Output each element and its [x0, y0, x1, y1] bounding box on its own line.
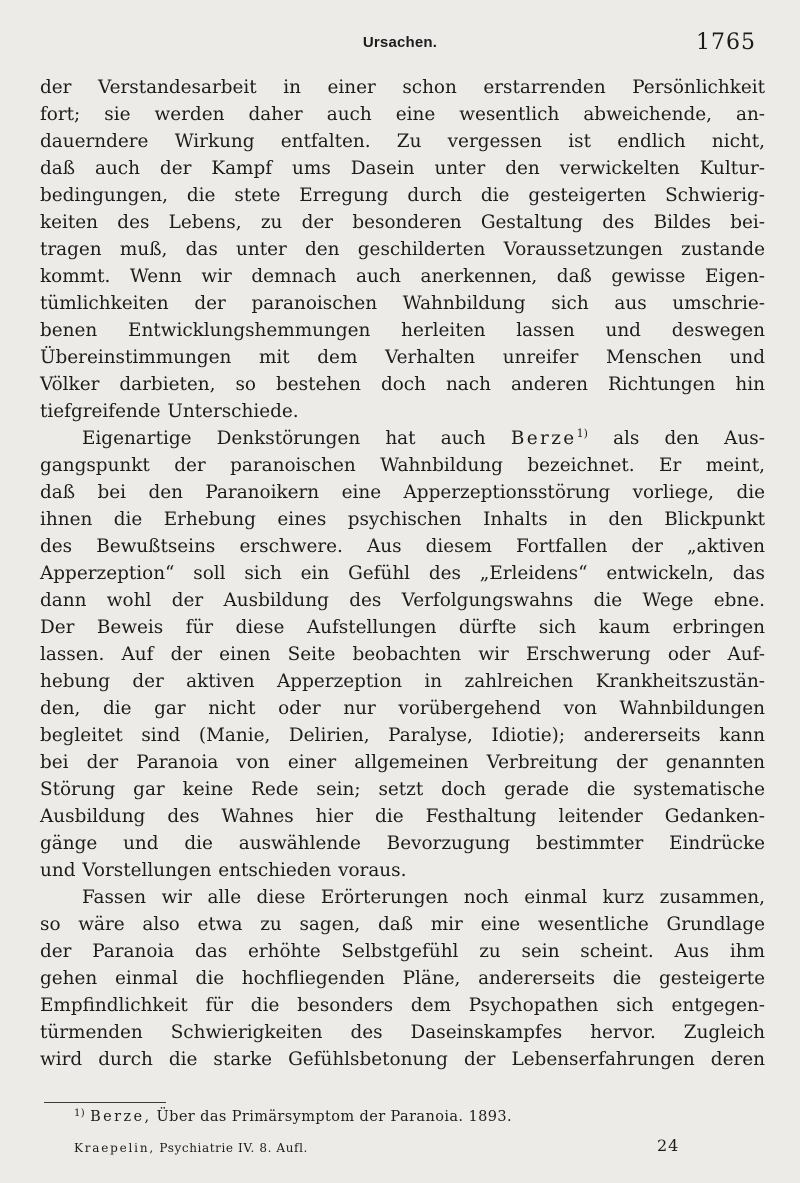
text-fragment: als den Aus- — [613, 428, 765, 449]
text-line: Ausbildung des Wahnes hier die Festhaltung leitender Gedanken- — [40, 806, 765, 827]
text-line: keiten des Lebens, zu der besonderen Gestaltung des Bildes bei- — [40, 212, 765, 233]
imprint-line — [74, 1141, 308, 1155]
text-line: fort; sie werden daher auch eine wesentlich abweichende, an- — [40, 104, 765, 125]
footnote-reference: 1) — [576, 427, 588, 440]
text-line: lassen. Auf der einen Seite beobachten wir Erschwerung oder Auf- — [40, 644, 765, 665]
footnote — [74, 1108, 512, 1125]
text-line: Völker darbieten, so bestehen doch nach anderen Richtungen hin — [40, 374, 765, 395]
imprint-text: Psychiatrie IV. 8. Aufl. — [159, 1141, 308, 1155]
text-line: Apperzeption“ soll sich ein Gefühl des „Erleidens“ entwickeln, das — [40, 563, 765, 584]
text-line: gehen einmal die hochfliegenden Pläne, andererseits die gesteigerte — [40, 968, 765, 989]
text-line: hebung der aktiven Apperzeption in zahlreichen Krankheitszustän- — [40, 671, 765, 692]
body-text — [40, 74, 765, 1073]
paragraph-first-line — [40, 425, 765, 452]
text-line: Der Beweis für diese Aufstellungen dürfte sich kaum erbringen — [40, 617, 765, 638]
imprint-author: Kraepelin, — [74, 1141, 155, 1155]
text-line: benen Entwicklungshemmungen herleiten lassen und deswegen — [40, 320, 765, 341]
footnote-author: Berze, — [90, 1109, 152, 1125]
text-line: dauerndere Wirkung entfalten. Zu vergessen ist endlich nicht, — [40, 131, 765, 152]
text-line: kommt. Wenn wir demnach auch anerkennen, daß gewisse Eigen- — [40, 266, 765, 287]
text-line: der Verstandesarbeit in einer schon erstarrenden Persönlichkeit — [40, 77, 765, 98]
text-line: daß auch der Kampf ums Dasein unter den verwickelten Kultur- — [40, 158, 765, 179]
cited-author: Berze — [510, 428, 577, 449]
footnote-text: Über das Primärsymptom der Paranoia. 1893. — [156, 1109, 512, 1125]
text-line: bedingungen, die stete Erregung durch die gesteigerten Schwierig- — [40, 185, 765, 206]
footnote-mark: 1) — [74, 1108, 86, 1119]
text-line: der Paranoia das erhöhte Selbstgefühl zu sein scheint. Aus ihm — [40, 941, 765, 962]
running-head: Ursachen. — [362, 34, 438, 51]
text-line: tiefgreifende Unterschiede. — [40, 401, 299, 422]
text-line: gangspunkt der paranoischen Wahnbildung bezeichnet. Er meint, — [40, 455, 765, 476]
printer-signature: 24 — [657, 1136, 680, 1155]
text-line: gänge und die auswählende Bevorzugung bestimmter Eindrücke — [40, 833, 765, 854]
text-line: begleitet sind (Manie, Delirien, Paralyse, Idiotie); andererseits kann — [40, 725, 765, 746]
text-line: des Bewußtseins erschwere. Aus diesem Fortfallen der „aktiven — [40, 536, 765, 557]
text-line: Empfindlichkeit für die besonders dem Psychopathen sich entgegen- — [40, 995, 765, 1016]
text-line: tragen muß, das unter den geschilderten Voraussetzungen zustande — [40, 239, 765, 260]
text-line: Übereinstimmungen mit dem Verhalten unreifer Menschen und — [40, 347, 765, 368]
text-line: und Vorstellungen entschieden voraus. — [40, 860, 407, 881]
text-line: daß bei den Paranoikern eine Apperzeptionsstörung vorliege, die — [40, 482, 765, 503]
text-line: den, die gar nicht oder nur vorübergehend von Wahnbildungen — [40, 698, 765, 719]
text-line: Störung gar keine Rede sein; setzt doch gerade die systematische — [40, 779, 765, 800]
text-line: ihnen die Erhebung eines psychischen Inhalts in den Blickpunkt — [40, 509, 765, 530]
text-line: türmenden Schwierigkeiten des Daseinskampfes hervor. Zugleich — [40, 1022, 765, 1043]
page-header — [40, 28, 760, 62]
paragraph-first-line: Fassen wir alle diese Erörterungen noch einmal kurz zusammen, — [82, 887, 765, 908]
text-line: wird durch die starke Gefühlsbetonung der Lebenserfahrungen deren — [40, 1049, 765, 1070]
text-line: bei der Paranoia von einer allgemeinen Verbreitung der genannten — [40, 752, 765, 773]
footnote-divider — [44, 1102, 166, 1103]
text-fragment: Eigenartige Denkstörungen hat auch — [82, 428, 486, 449]
page-number: 1765 — [696, 30, 756, 55]
text-line: dann wohl der Ausbildung des Verfolgungswahns die Wege ebne. — [40, 590, 765, 611]
text-line: so wäre also etwa zu sagen, daß mir eine wesentliche Grundlage — [40, 914, 765, 935]
text-line: tümlichkeiten der paranoischen Wahnbildung sich aus umschrie- — [40, 293, 765, 314]
